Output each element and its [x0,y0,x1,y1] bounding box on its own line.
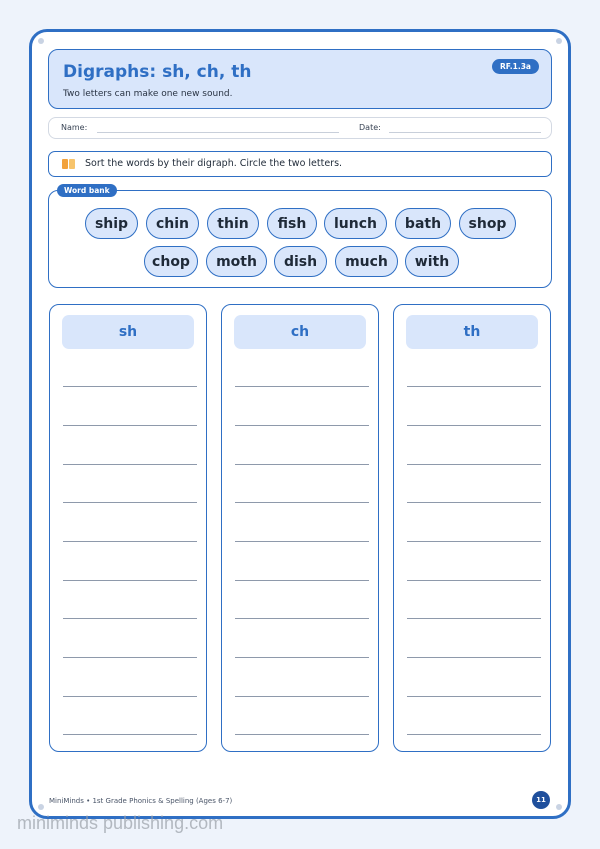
writing-line[interactable] [407,541,541,542]
writing-line[interactable] [235,696,369,697]
corner-dot [556,804,562,810]
word-chip[interactable]: lunch [324,208,387,239]
date-label: Date: [359,123,381,132]
column-heading: sh [62,315,194,349]
writing-line[interactable] [63,425,197,426]
writing-line[interactable] [407,580,541,581]
writing-line[interactable] [235,425,369,426]
name-field[interactable] [97,132,339,133]
column-heading: ch [234,315,366,349]
name-date-row [48,117,552,139]
word-chip[interactable]: fish [267,208,317,239]
word-bank-label: Word bank [57,184,117,197]
word-chip[interactable]: moth [206,246,267,277]
standard-badge: RF.1.3a [492,59,539,74]
column-ch [221,304,379,752]
word-chip[interactable]: chin [146,208,199,239]
writing-line[interactable] [235,386,369,387]
writing-line[interactable] [63,541,197,542]
word-chip[interactable]: thin [207,208,259,239]
title-banner [48,49,552,109]
page-subtitle: Two letters can make one new sound. [63,89,233,99]
writing-line[interactable] [235,734,369,735]
word-chip[interactable]: with [405,246,459,277]
writing-line[interactable] [235,464,369,465]
date-field[interactable] [389,132,541,133]
writing-line[interactable] [63,386,197,387]
writing-line[interactable] [235,580,369,581]
corner-dot [38,38,44,44]
column-th [393,304,551,752]
writing-line[interactable] [63,580,197,581]
writing-line[interactable] [407,502,541,503]
page-title: Digraphs: sh, ch, th [63,62,252,82]
name-label: Name: [61,123,88,132]
writing-line[interactable] [407,425,541,426]
corner-dot [556,38,562,44]
instructions-box [48,151,552,177]
writing-line[interactable] [235,618,369,619]
writing-line[interactable] [407,618,541,619]
writing-line[interactable] [63,734,197,735]
writing-line[interactable] [235,541,369,542]
instructions-text: Sort the words by their digraph. Circle the two letters. [85,158,343,169]
writing-line[interactable] [235,657,369,658]
corner-dot [38,804,44,810]
column-heading: th [406,315,538,349]
writing-line[interactable] [407,464,541,465]
word-chip[interactable]: ship [85,208,138,239]
watermark: miniminds publishing.com [17,813,224,833]
writing-line[interactable] [407,734,541,735]
footer-text: MiniMinds • 1st Grade Phonics & Spelling (Ages 6-7) [49,797,233,805]
open-book-icon [62,159,75,169]
writing-line[interactable] [407,657,541,658]
writing-line[interactable] [407,386,541,387]
writing-line[interactable] [63,464,197,465]
writing-line[interactable] [63,618,197,619]
word-chip[interactable]: shop [459,208,516,239]
column-sh [49,304,207,752]
writing-line[interactable] [63,502,197,503]
page-number: 11 [532,791,550,809]
writing-line[interactable] [235,502,369,503]
word-chip[interactable]: dish [274,246,327,277]
word-chip[interactable]: much [335,246,398,277]
writing-line[interactable] [407,696,541,697]
writing-line[interactable] [63,657,197,658]
word-bank [48,186,552,288]
word-chip[interactable]: chop [144,246,198,277]
word-chip[interactable]: bath [395,208,451,239]
writing-line[interactable] [63,696,197,697]
